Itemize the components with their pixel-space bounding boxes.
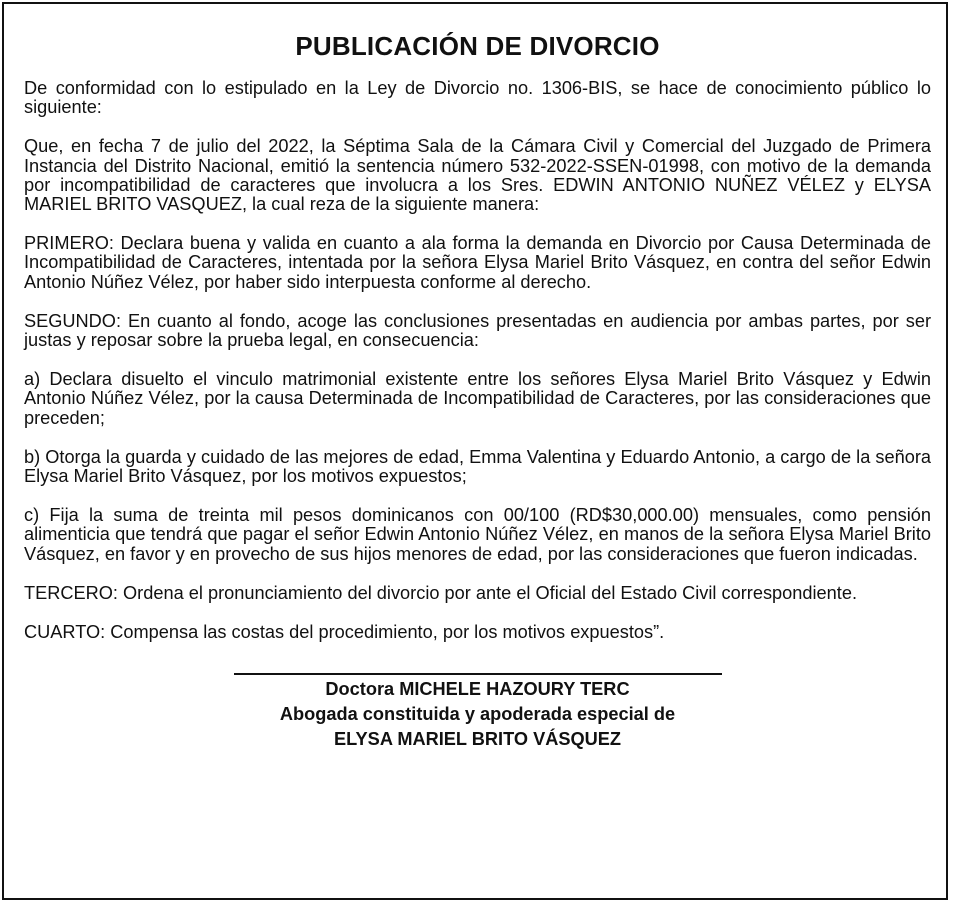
signature-name: Doctora MICHELE HAZOURY TERC	[325, 679, 630, 700]
paragraph-intro: De conformidad con lo estipulado en la Ley de Divorcio no. 1306-BIS, se hace de conocimiento público lo siguiente:	[24, 78, 931, 118]
paragraph-item-b: b) Otorga la guarda y cuidado de las mejores de edad, Emma Valentina y Eduardo Antonio, a cargo de la señora Elysa Mariel Brito Vásquez, por los motivos expuestos;	[24, 446, 931, 487]
paragraph-tercero: TERCERO: Ordena el pronunciamiento del divorcio por ante el Oficial del Estado Civil correspondiente.	[24, 582, 857, 603]
notice-frame	[2, 2, 948, 900]
signature-client: ELYSA MARIEL BRITO VÁSQUEZ	[333, 729, 621, 750]
paragraph-item-a: a) Declara disuelto el vinculo matrimonial existente entre los señores Elysa Mariel Brito Vásquez y Edwin Antonio Núñez Vélez, por la causa Determinada de Incompatibilidad de Caracteres, por las consideraciones que preceden;	[24, 369, 931, 428]
notice-title: PUBLICACIÓN DE DIVORCIO	[295, 31, 660, 61]
paragraph-primero: PRIMERO: Declara buena y valida en cuanto a ala forma la demanda en Divorcio por Causa Determinada de Incompatibilidad de Caracteres, intentada por la señora Elysa Mariel Brito Vásquez, en contra del señor Edwin Antonio Núñez Vélez, por haber sido interpuesta conforme al derecho.	[24, 233, 931, 292]
paragraph-cuarto: CUARTO: Compensa las costas del procedimiento, por los motivos expuestos”.	[24, 622, 665, 643]
notice-content	[24, 30, 931, 752]
signature-line	[234, 673, 722, 675]
paragraph-sentence: Que, en fecha 7 de julio del 2022, la Séptima Sala de la Cámara Civil y Comercial del Juzgado de Primera Instancia del Distrito Nacional, emitió la sentencia número 532-2022-SSEN-01998, con motivo de la demanda por incompatibilidad de caracteres que involucra a los Sres. EDWIN ANTONIO NUÑEZ VÉLEZ y ELYSA MARIEL BRITO VASQUEZ, la cual reza de la siguiente manera:	[24, 136, 931, 215]
signature-role: Abogada constituida y apoderada especial de	[279, 704, 676, 725]
paragraph-item-c: c) Fija la suma de treinta mil pesos dominicanos con 00/100 (RD$30,000.00) mensuales, como pensión alimenticia que tendrá que pagar el señor Edwin Antonio Núñez Vélez, en manos de la señora Elysa Mariel Brito Vásquez, en favor y en provecho de sus hijos menores de edad, por las consideraciones que fueron indicadas.	[24, 505, 931, 564]
paragraph-segundo: SEGUNDO: En cuanto al fondo, acoge las conclusiones presentadas en audiencia por ambas partes, por ser justas y reposar sobre la prueba legal, en consecuencia:	[24, 310, 931, 351]
signature-block	[24, 677, 931, 752]
